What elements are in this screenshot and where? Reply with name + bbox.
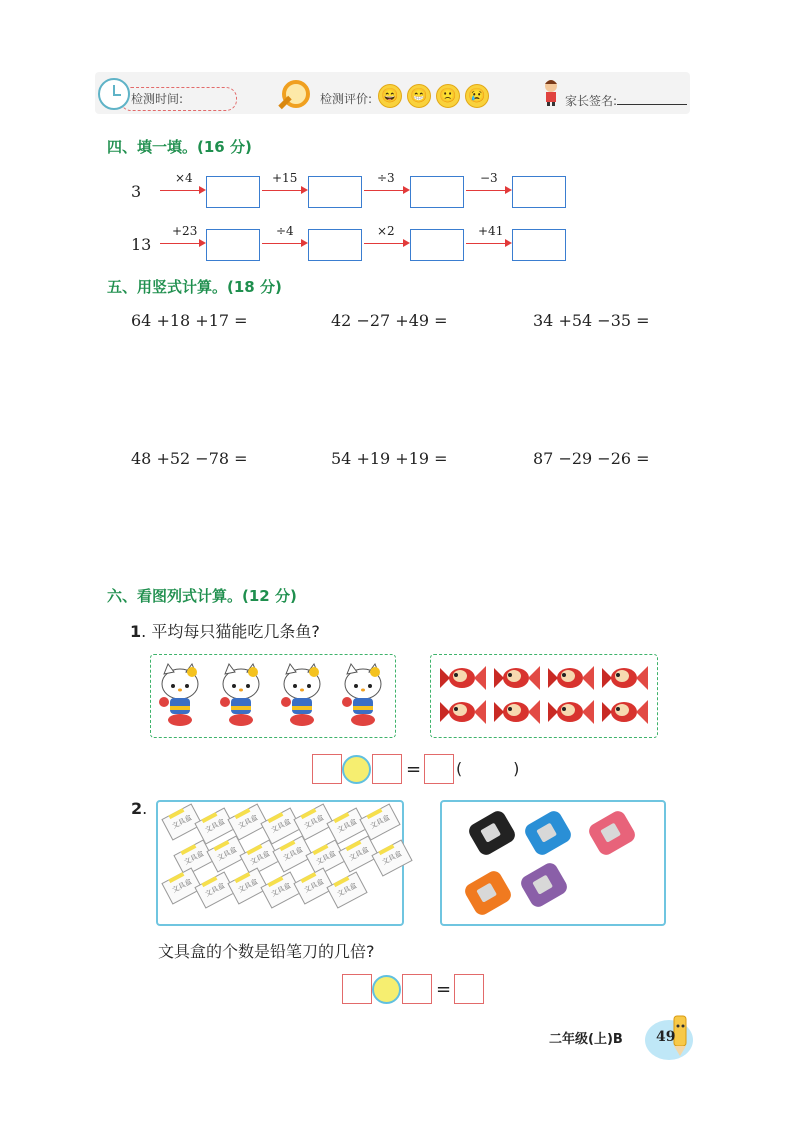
row2-blank-4[interactable] <box>512 229 566 261</box>
pencil-box-icon: 文具盒 <box>371 839 412 876</box>
q1-operator-circle[interactable] <box>342 755 371 784</box>
sign-label: 家长签名: <box>565 94 618 108</box>
q1-answer-box-2[interactable] <box>372 754 402 784</box>
fish-icon <box>546 698 594 726</box>
cat-icon <box>280 662 324 728</box>
pencil-box-icon: 文具盒 <box>293 803 334 840</box>
cat-icon <box>158 662 202 728</box>
cry-face-icon[interactable]: 😢 <box>465 84 489 108</box>
q1-equals: = <box>406 759 422 780</box>
q1-text <box>130 619 320 642</box>
q1-question: . 平均每只猫能吃几条鱼? <box>141 622 320 641</box>
fish-icon <box>546 664 594 692</box>
q1-unit-paren[interactable]: ( ) <box>456 759 520 778</box>
row2-blank-2[interactable] <box>308 229 362 261</box>
grade-label: 二年级(上)B <box>549 1032 623 1047</box>
expr-5: 54 +19 +19 = <box>331 449 448 468</box>
row2-blank-1[interactable] <box>206 229 260 261</box>
pencil-box-icon: 文具盒 <box>194 871 235 908</box>
expr-1: 64 +18 +17 = <box>131 311 248 330</box>
q2-dot: . <box>142 799 148 818</box>
q2-answer-box-1[interactable] <box>342 974 372 1004</box>
pencil-box-icon: 文具盒 <box>260 871 301 908</box>
pencil-box-icon: 文具盒 <box>326 871 367 908</box>
page-number: 49 <box>656 1029 676 1045</box>
expr-2: 42 −27 +49 = <box>331 311 448 330</box>
pencil-box-icon: 文具盒 <box>260 807 301 844</box>
row1-blank-4[interactable] <box>512 176 566 208</box>
row1-arrow-3 <box>364 190 408 191</box>
row2-blank-3[interactable] <box>410 229 464 261</box>
kid-icon <box>541 78 561 106</box>
cat-icon <box>219 662 263 728</box>
row1-blank-1[interactable] <box>206 176 260 208</box>
row1-blank-3[interactable] <box>410 176 464 208</box>
fish-icon <box>600 664 648 692</box>
row1-op-2: +15 <box>272 171 298 185</box>
row1-start: 3 <box>131 182 142 201</box>
pencil-box-icon: 文具盒 <box>326 807 367 844</box>
q1-number: 1 <box>130 622 142 641</box>
q2-answer-box-3[interactable] <box>454 974 484 1004</box>
cat-icon <box>341 662 385 728</box>
q1-answer-box-3[interactable] <box>424 754 454 784</box>
row1-arrow-1 <box>160 190 204 191</box>
pencil-box-icon: 文具盒 <box>194 807 235 844</box>
sign-line[interactable] <box>617 104 687 105</box>
row1-op-3: ÷3 <box>377 171 395 185</box>
pencil-box-icon: 文具盒 <box>239 839 280 876</box>
grin-face-icon[interactable]: 😁 <box>407 84 431 108</box>
pencil-box-icon: 文具盒 <box>206 835 247 872</box>
pencil-box-icon: 文具盒 <box>161 803 202 840</box>
row2-arrow-2 <box>262 243 306 244</box>
q1-answer-box-1[interactable] <box>312 754 342 784</box>
expr-6: 87 −29 −26 = <box>533 449 650 468</box>
pencil-box-icon: 文具盒 <box>227 867 268 904</box>
time-label: 检测时间: <box>131 92 184 106</box>
q2-answer-box-2[interactable] <box>402 974 432 1004</box>
fish-icon <box>438 664 486 692</box>
q2-operator-circle[interactable] <box>372 975 401 1004</box>
row1-op-4: −3 <box>480 171 498 185</box>
section4-title: 四、填一填。(16 分) <box>107 138 252 156</box>
row2-op-4: +41 <box>478 224 504 238</box>
q2-question: 文具盒的个数是铅笔刀的几倍? <box>158 942 375 961</box>
frown-face-icon[interactable]: 🙁 <box>436 84 460 108</box>
pencil-box-icon: 文具盒 <box>305 839 346 876</box>
clock-icon <box>98 78 130 110</box>
section6-title: 六、看图列式计算。(12 分) <box>107 587 297 605</box>
row2-arrow-4 <box>466 243 510 244</box>
fish-icon <box>492 698 540 726</box>
row2-arrow-3 <box>364 243 408 244</box>
pencil-box-icon: 文具盒 <box>272 835 313 872</box>
fish-icon <box>600 698 648 726</box>
expr-3: 34 +54 −35 = <box>533 311 650 330</box>
row2-arrow-1 <box>160 243 204 244</box>
row1-blank-2[interactable] <box>308 176 362 208</box>
row2-op-2: ÷4 <box>276 224 294 238</box>
pencil-box-icon: 文具盒 <box>293 867 334 904</box>
row2-start: 13 <box>131 235 152 254</box>
eval-label: 检测评价: <box>320 92 373 106</box>
q2-number: 2 <box>131 799 143 818</box>
pencil-box-icon: 文具盒 <box>161 867 202 904</box>
q2-label <box>131 799 147 818</box>
section5-title: 五、用竖式计算。(18 分) <box>107 278 282 296</box>
q2-equals: = <box>436 979 452 1000</box>
pencil-box-icon: 文具盒 <box>227 803 268 840</box>
fish-icon <box>492 664 540 692</box>
row1-arrow-2 <box>262 190 306 191</box>
expr-4: 48 +52 −78 = <box>131 449 248 468</box>
row1-op-1: ×4 <box>175 171 193 185</box>
smile-face-icon[interactable]: 😄 <box>378 84 402 108</box>
row1-arrow-4 <box>466 190 510 191</box>
pencil-box-icon: 文具盒 <box>359 803 400 840</box>
fish-icon <box>438 698 486 726</box>
pencil-box-icon: 文具盒 <box>338 835 379 872</box>
row2-op-3: ×2 <box>377 224 395 238</box>
pencil-box-icon: 文具盒 <box>173 839 214 876</box>
row2-op-1: +23 <box>172 224 198 238</box>
